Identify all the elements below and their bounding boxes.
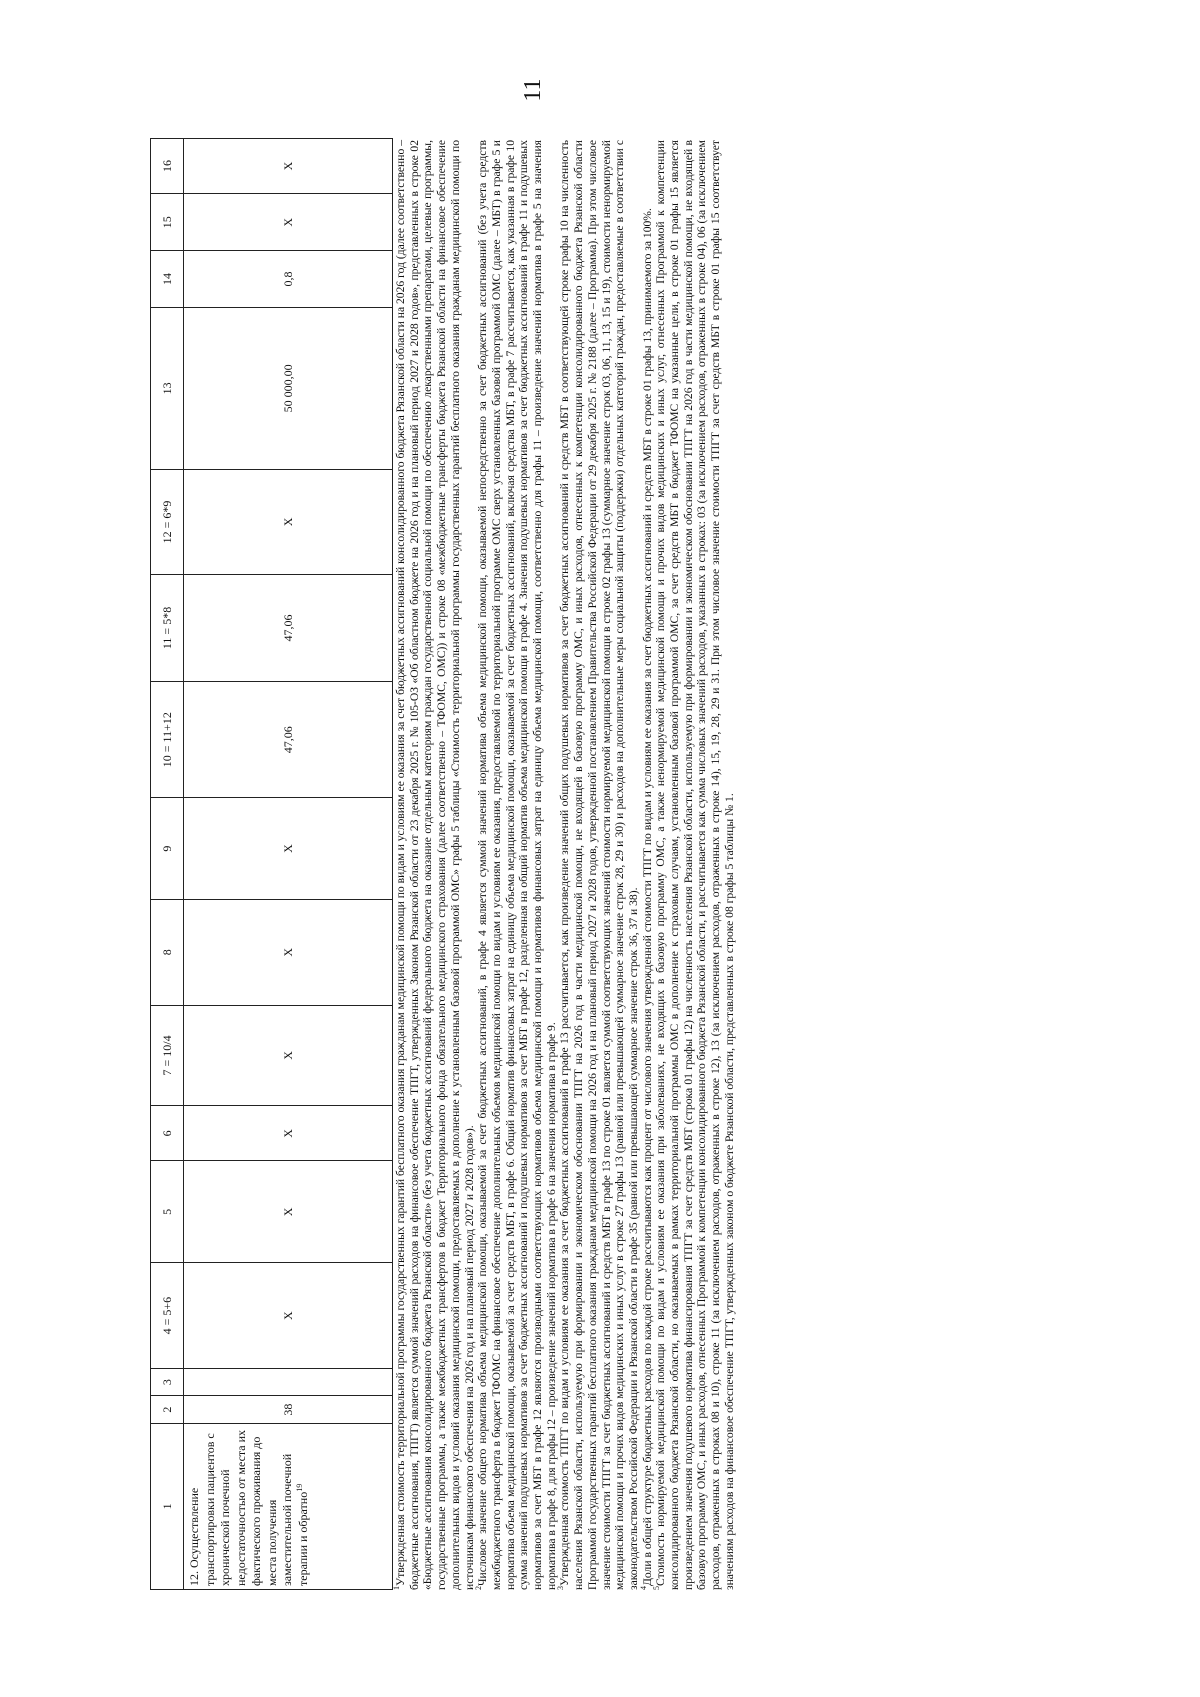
column-header: 12 = 6*9 xyxy=(151,470,184,574)
footnote-text: Утвержденная стоимость ТПГТ по видам и условиям ее оказания за счет бюджетных ассигнований в графе 13 рассчитывается, как произведение значений общих подушевых нормативов за счет бюджетных ассигнований и средств МБТ в соответствующей строке графы 10 на численность населения Рязанской области, используемую при формировании и экономическом обосновании ТПГТ на 2026 год в части медицинской помощи, не входящей в базовую программу ОМС, и иных расходов, отнесенных к компетенции консолидированного бюджета Рязанской области Программой государственных гарантий бесплатного оказания гражданам медицинской помощи на 2026 год и на плановый период 2027 и 2028 годов, утвержденной постановлением Правительства Российской Федерации от 29 декабря 2025 г. № 2188 (далее – Программа). При этом числовое значение стоимости ТПГТ за счет бюджетных ассигнований и средств МБТ в графе 13 по строке 01 является суммой соответствующих значений стоимости нормируемой медицинской помощи в строке 02 графы 13 (суммарное значение строк 03, 06, 11, 13, 15 и 19), стоимости ненормируемой медицинской помощи и прочих видов медицинских и иных услуг в строке 27 графы 13 (равной или превышающей суммарное значение строк 28, 29 и 30) и расходов на дополнительные меры социальной защиты (поддержки) отдельных категорий граждан, предоставляемые в соответствии с законодательством Российской Федерации и Рязанской области в графе 35 (равной или превышающей суммарное значение строк 36, 37 и 38). xyxy=(558,140,640,1590)
footnote xyxy=(638,140,655,1590)
column-header: 16 xyxy=(151,139,184,194)
footnote-text: Доли в общей структуре бюджетных расходов по каждой строке рассчитываются как процент от числового значения утвержденной стоимости ТПГТ по видам и условиям ее оказания за счет бюджетных ассигнований и средств МБТ в строке 01 графы 13, принимаемого за 100%. xyxy=(640,208,654,1586)
column-header: 13 xyxy=(151,307,184,470)
table-cell: X xyxy=(184,1005,393,1106)
footnote xyxy=(558,140,640,1590)
page-number: 11 xyxy=(520,78,546,102)
column-header: 2 xyxy=(151,1396,184,1424)
footnote-text: Числовое значение общего норматива объема медицинской помощи, оказываемой за счет бюджетных ассигнований, в графе 4 является суммой значений норматива объема медицинской помощи, оказываемой непосредственно за счет бюджетных ассигнований (без учета средств межбюджетного трансферта в бюджет ТФОМС на финансовое обеспечение дополнительных объемов медицинской помощи по видам и условиям ее оказания, предоставляемой по территориальной программе ОМС сверх установленных базовой программой ОМС (далее – МБТ) в графе 5 и норматива объема медицинской помощи, оказываемой за счет средств МБТ, в графе 6. Общий норматив финансовых затрат на единицу объема медицинской помощи, оказываемой за счет бюджетных ассигнований, включая средства МБТ, в графе 7 рассчитывается, как указанная в графе 10 сумма значений подушевых нормативов за счет бюджетных ассигнований и подушевых нормативов за счет МБТ в графе 12, разделенная на общий норматив объема медицинской помощи в графе 4. Значения подушевых нормативов за счет бюджетных ассигнований в графе 11 и подушевых нормативов за счет МБТ в графе 12 являются производными соответствующих нормативов объема медицинской помощи и нормативов финансовых затрат на единицу объема медицинской помощи, соответственно для графы 11 – произведение значений норматива в графе 5 на значения норматива в графе 8, для графы 12 – произведение значений норматива в графе 6 на значения норматива в графе 9. xyxy=(476,140,558,1590)
table-cell: X xyxy=(184,1161,393,1263)
table-cell: 38 xyxy=(184,1396,393,1424)
table-cell: 0,8 xyxy=(184,251,393,307)
column-header: 3 xyxy=(151,1368,184,1396)
table-cell: X xyxy=(184,194,393,251)
column-header: 7 = 10/4 xyxy=(151,1005,184,1106)
column-header: 1 xyxy=(151,1423,184,1589)
footnote-mark: 1 xyxy=(392,1586,402,1590)
footnote-mark: 3 xyxy=(556,1586,566,1590)
column-header: 6 xyxy=(151,1106,184,1161)
landscape-content xyxy=(150,140,1020,1590)
table-cell: X xyxy=(184,1106,393,1161)
footnote-mark: 4 xyxy=(638,1586,648,1590)
table-cell: X xyxy=(184,900,393,1005)
column-header: 11 = 5*8 xyxy=(151,574,184,682)
table-cell: 50 000,00 xyxy=(184,307,393,470)
column-header: 15 xyxy=(151,194,184,251)
table-cell: X xyxy=(184,139,393,194)
footnote xyxy=(394,140,476,1590)
table-cell xyxy=(184,1368,393,1396)
row-name-text: 12. Осуществление транспортировки пациентов с хронической почечной недостаточностью от места их фактического проживания до места получения заместительной почечной терапии и обратно xyxy=(187,1429,310,1586)
table-cell: 47,06 xyxy=(184,574,393,682)
table-header-row xyxy=(151,139,184,1590)
footnotes xyxy=(393,140,737,1590)
cost-table xyxy=(150,138,393,1590)
table-cell: X xyxy=(184,798,393,900)
footnote xyxy=(654,140,736,1590)
column-header: 14 xyxy=(151,251,184,307)
column-header: 4 = 5+6 xyxy=(151,1263,184,1368)
table-cell: X xyxy=(184,1263,393,1368)
footnote-mark: 2 xyxy=(474,1586,484,1590)
footnote xyxy=(476,140,558,1590)
footnote-mark: 5 xyxy=(652,1586,662,1590)
table-cell: 47,06 xyxy=(184,682,393,798)
footnote-text: Стоимость нормируемой медицинской помощи по видам и условиям ее оказания при заболеваниях, не входящих в базовую программу ОМС, а также ненормируемой медицинской помощи и прочих видов медицинских и иных услуг, отнесенных Программой к компетенции консолидированного бюджета Рязанской области, но оказываемых в рамках территориальной программы ОМС в дополнение к страховым случаям, установленным базовой программой ОМС, за счет средств МБТ в бюджет ТФОМС на указанные цели, в строке 01 графы 15 является произведением значения подушевого норматива финансирования ТПГТ за счет средств МБТ (строка 01 графы 12) на численность населения Рязанской области, используемую при формировании и экономическом обосновании ТПГТ на 2026 год в части медицинской помощи, не входящей в базовую программу ОМС, и иных расходов, отнесенных Программой к компетенции консолидированного бюджета Рязанской области, и рассчитывается как сумма числовых значений расходов, указанных в строках: 03 (за исключением расходов, отраженных в строке 04), 06 (за исключением расходов, отраженных в строках 08 и 10), строке 11 (за исключением расходов, отраженных в строке 12), 13 (за исключением расходов, отраженных в строке 14), 15, 19, 28, 29 и 31. При этом числовое значение стоимости ТПГТ за счет средств МБТ в строке 01 графы 15 соответствует значениям расходов на финансовое обеспечение ТПГТ, утвержденных законом о бюджете Рязанской области, представленных в строке 08 графы 5 таблицы № 1. xyxy=(654,140,736,1590)
column-header: 9 xyxy=(151,798,184,900)
table-cell: X xyxy=(184,470,393,574)
footnote-ref: 19 xyxy=(294,1483,304,1492)
column-header: 5 xyxy=(151,1161,184,1263)
table-row xyxy=(184,139,393,1590)
row-name-cell xyxy=(184,1423,393,1589)
column-header: 8 xyxy=(151,900,184,1005)
footnote-text: Утвержденная стоимость территориальной программы государственных гарантий бесплатного оказания гражданам медицинской помощи по видам и условиям ее оказания за счет бюджетных ассигнований консолидированного бюджета Рязанской области на 2026 год (далее соответственно – бюджетные ассигнования, ТПГТ) является суммой значений расходов на финансовое обеспечение ТПГТ, утвержденных Законом Рязанской области от 23 декабря 2025 г. № 105-ОЗ «Об областном бюджете на 2026 год и на плановый период 2027 и 2028 годов», представленных в строке 02 «Бюджетные ассигнования консолидированного бюджета Рязанской области» (без учета бюджетных ассигнований федерального бюджета на оказание отдельным категориям граждан государственной социальной помощи по обеспечению лекарственными препаратами, целевые программы, государственные программы, а также межбюджетных трансфертов в бюджет Территориального фонда обязательного медицинского страхования (далее соответственно – ТФОМС, ОМС)) и строке 08 «межбюджетные трансферты бюджета Рязанской области на финансовое обеспечение дополнительных видов и условий оказания медицинской помощи, предоставляемых в дополнение к установленным базовой программой ОМС» графы 5 таблицы «Стоимость территориальной программы государственных гарантий бесплатного оказания гражданам медицинской помощи по источникам финансового обеспечения на 2026 год и на плановый период 2027 и 2028 годов»). xyxy=(394,140,476,1590)
column-header: 10 = 11+12 xyxy=(151,682,184,798)
